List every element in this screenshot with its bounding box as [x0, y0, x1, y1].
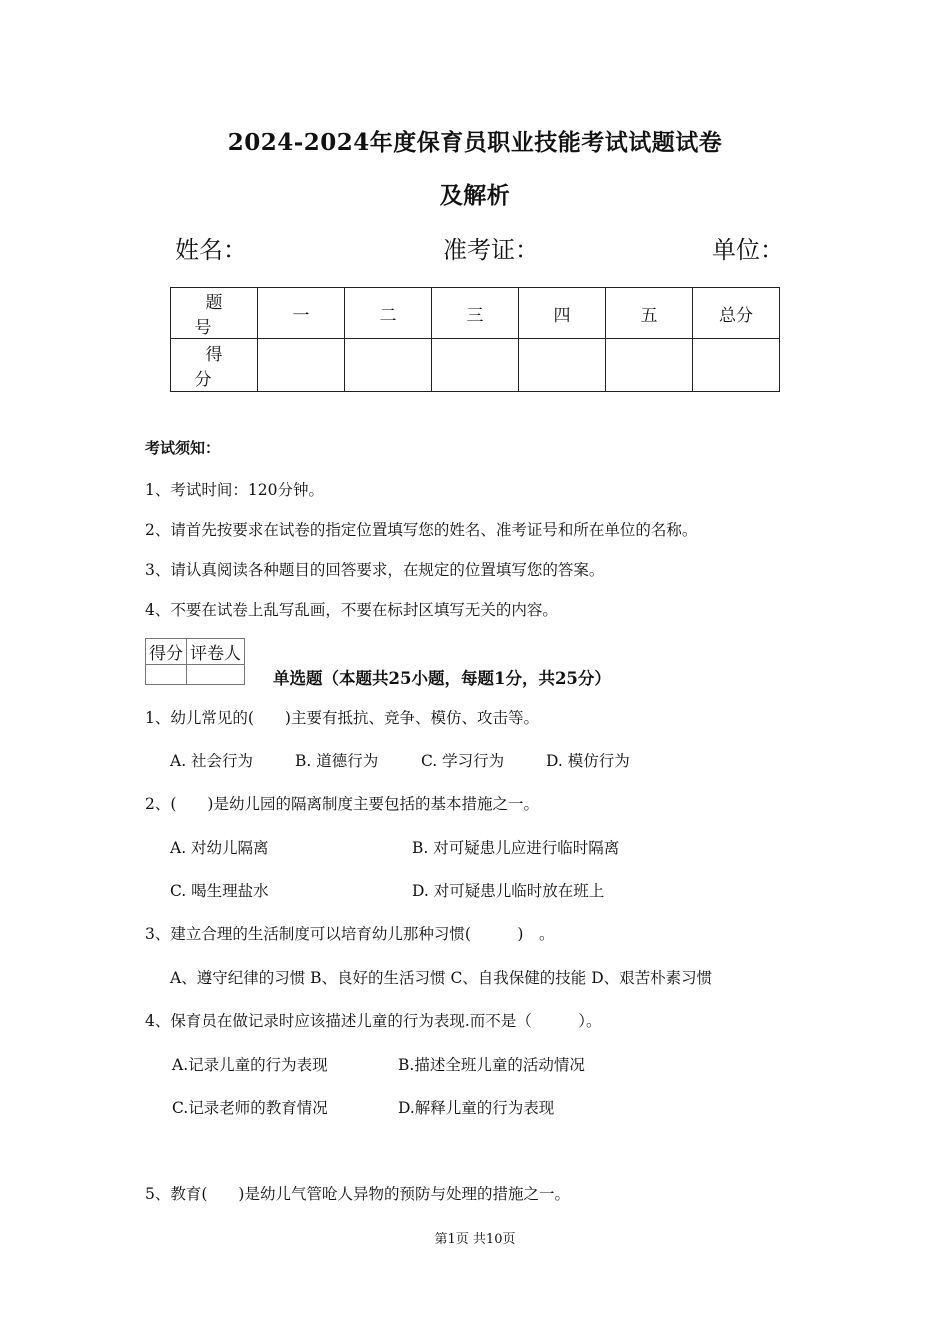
score-table-col-total: 总分 — [693, 288, 780, 339]
score-cell-4[interactable] — [519, 339, 606, 392]
score-cell-5[interactable] — [606, 339, 693, 392]
score-cell-3[interactable] — [432, 339, 519, 392]
document-subtitle: 及解析 — [439, 182, 511, 209]
score-table-col-1: 一 — [258, 288, 345, 339]
notice-heading: 考试须知： — [145, 439, 221, 457]
score-table-score-label: 得 分 — [171, 339, 258, 392]
unit-label: 单位： — [712, 236, 784, 264]
score-table-header-row — [171, 288, 780, 339]
notice-item-4: 4、不要在试卷上乱写乱画，不要在标封区填写无关的内容。 — [145, 601, 558, 619]
score-cell-total[interactable] — [693, 339, 780, 392]
score-table-col-3: 三 — [432, 288, 519, 339]
question-5-stem: 5、教育( )是幼儿气管呛人异物的预防与处理的措施之一。 — [145, 1185, 570, 1203]
grader-score-label: 得分 — [146, 639, 187, 665]
question-2-stem: 2、( )是幼儿园的隔离制度主要包括的基本措施之一。 — [145, 795, 539, 813]
score-table — [170, 287, 780, 392]
document-title: 2024-2024年度保育员职业技能考试试题试卷 — [227, 129, 723, 156]
score-table-score-row — [171, 339, 780, 392]
question-4-stem: 4、保育员在做记录时应该描述儿童的行为表现.而不是（ ）。 — [145, 1012, 602, 1030]
question-3-options: A、遵守纪律的习惯 B、良好的生活习惯 C、自我保健的技能 D、艰苦朴素习惯 — [170, 969, 713, 987]
notice-item-2: 2、请首先按要求在试卷的指定位置填写您的姓名、准考证号和所在单位的名称。 — [145, 521, 698, 539]
question-1-option-b: B. 道德行为 — [295, 752, 379, 770]
score-table-col-2: 二 — [345, 288, 432, 339]
question-1-stem: 1、幼儿常见的( )主要有抵抗、竞争、模仿、攻击等。 — [145, 709, 539, 727]
question-2-option-b: B. 对可疑患儿应进行临时隔离 — [412, 839, 620, 857]
question-4-option-d: D.解释儿童的行为表现 — [398, 1099, 555, 1117]
score-table-col-4: 四 — [519, 288, 606, 339]
score-cell-2[interactable] — [345, 339, 432, 392]
exam-id-label: 准考证： — [443, 236, 539, 264]
question-4-option-a: A.记录儿童的行为表现 — [172, 1056, 328, 1074]
name-label: 姓名： — [175, 236, 247, 264]
question-2-option-a: A. 对幼儿隔离 — [170, 839, 269, 857]
question-2-option-d: D. 对可疑患儿临时放在班上 — [412, 882, 605, 900]
question-2-option-c: C. 喝生理盐水 — [170, 882, 269, 900]
notice-item-1: 1、考试时间：120分钟。 — [145, 481, 324, 499]
grader-box — [145, 638, 245, 685]
question-4-option-b: B.描述全班儿童的活动情况 — [398, 1056, 585, 1074]
score-cell-1[interactable] — [258, 339, 345, 392]
question-4-option-c: C.记录老师的教育情况 — [172, 1099, 328, 1117]
score-table-col-5: 五 — [606, 288, 693, 339]
question-1-option-d: D. 模仿行为 — [546, 752, 630, 770]
grader-reviewer-label: 评卷人 — [187, 639, 245, 665]
score-table-header-label: 题 号 — [171, 288, 258, 339]
page-footer: 第1页 共10页 — [434, 1232, 516, 1247]
question-3-stem: 3、建立合理的生活制度可以培育幼儿那种习惯( ) 。 — [145, 925, 555, 943]
question-1-option-a: A. 社会行为 — [170, 752, 254, 770]
grader-reviewer-cell[interactable] — [187, 665, 245, 685]
notice-item-3: 3、请认真阅读各种题目的回答要求，在规定的位置填写您的答案。 — [145, 561, 605, 579]
grader-score-cell[interactable] — [146, 665, 187, 685]
question-1-option-c: C. 学习行为 — [421, 752, 505, 770]
section-title: 单选题（本题共25小题，每题1分，共25分） — [273, 669, 611, 688]
